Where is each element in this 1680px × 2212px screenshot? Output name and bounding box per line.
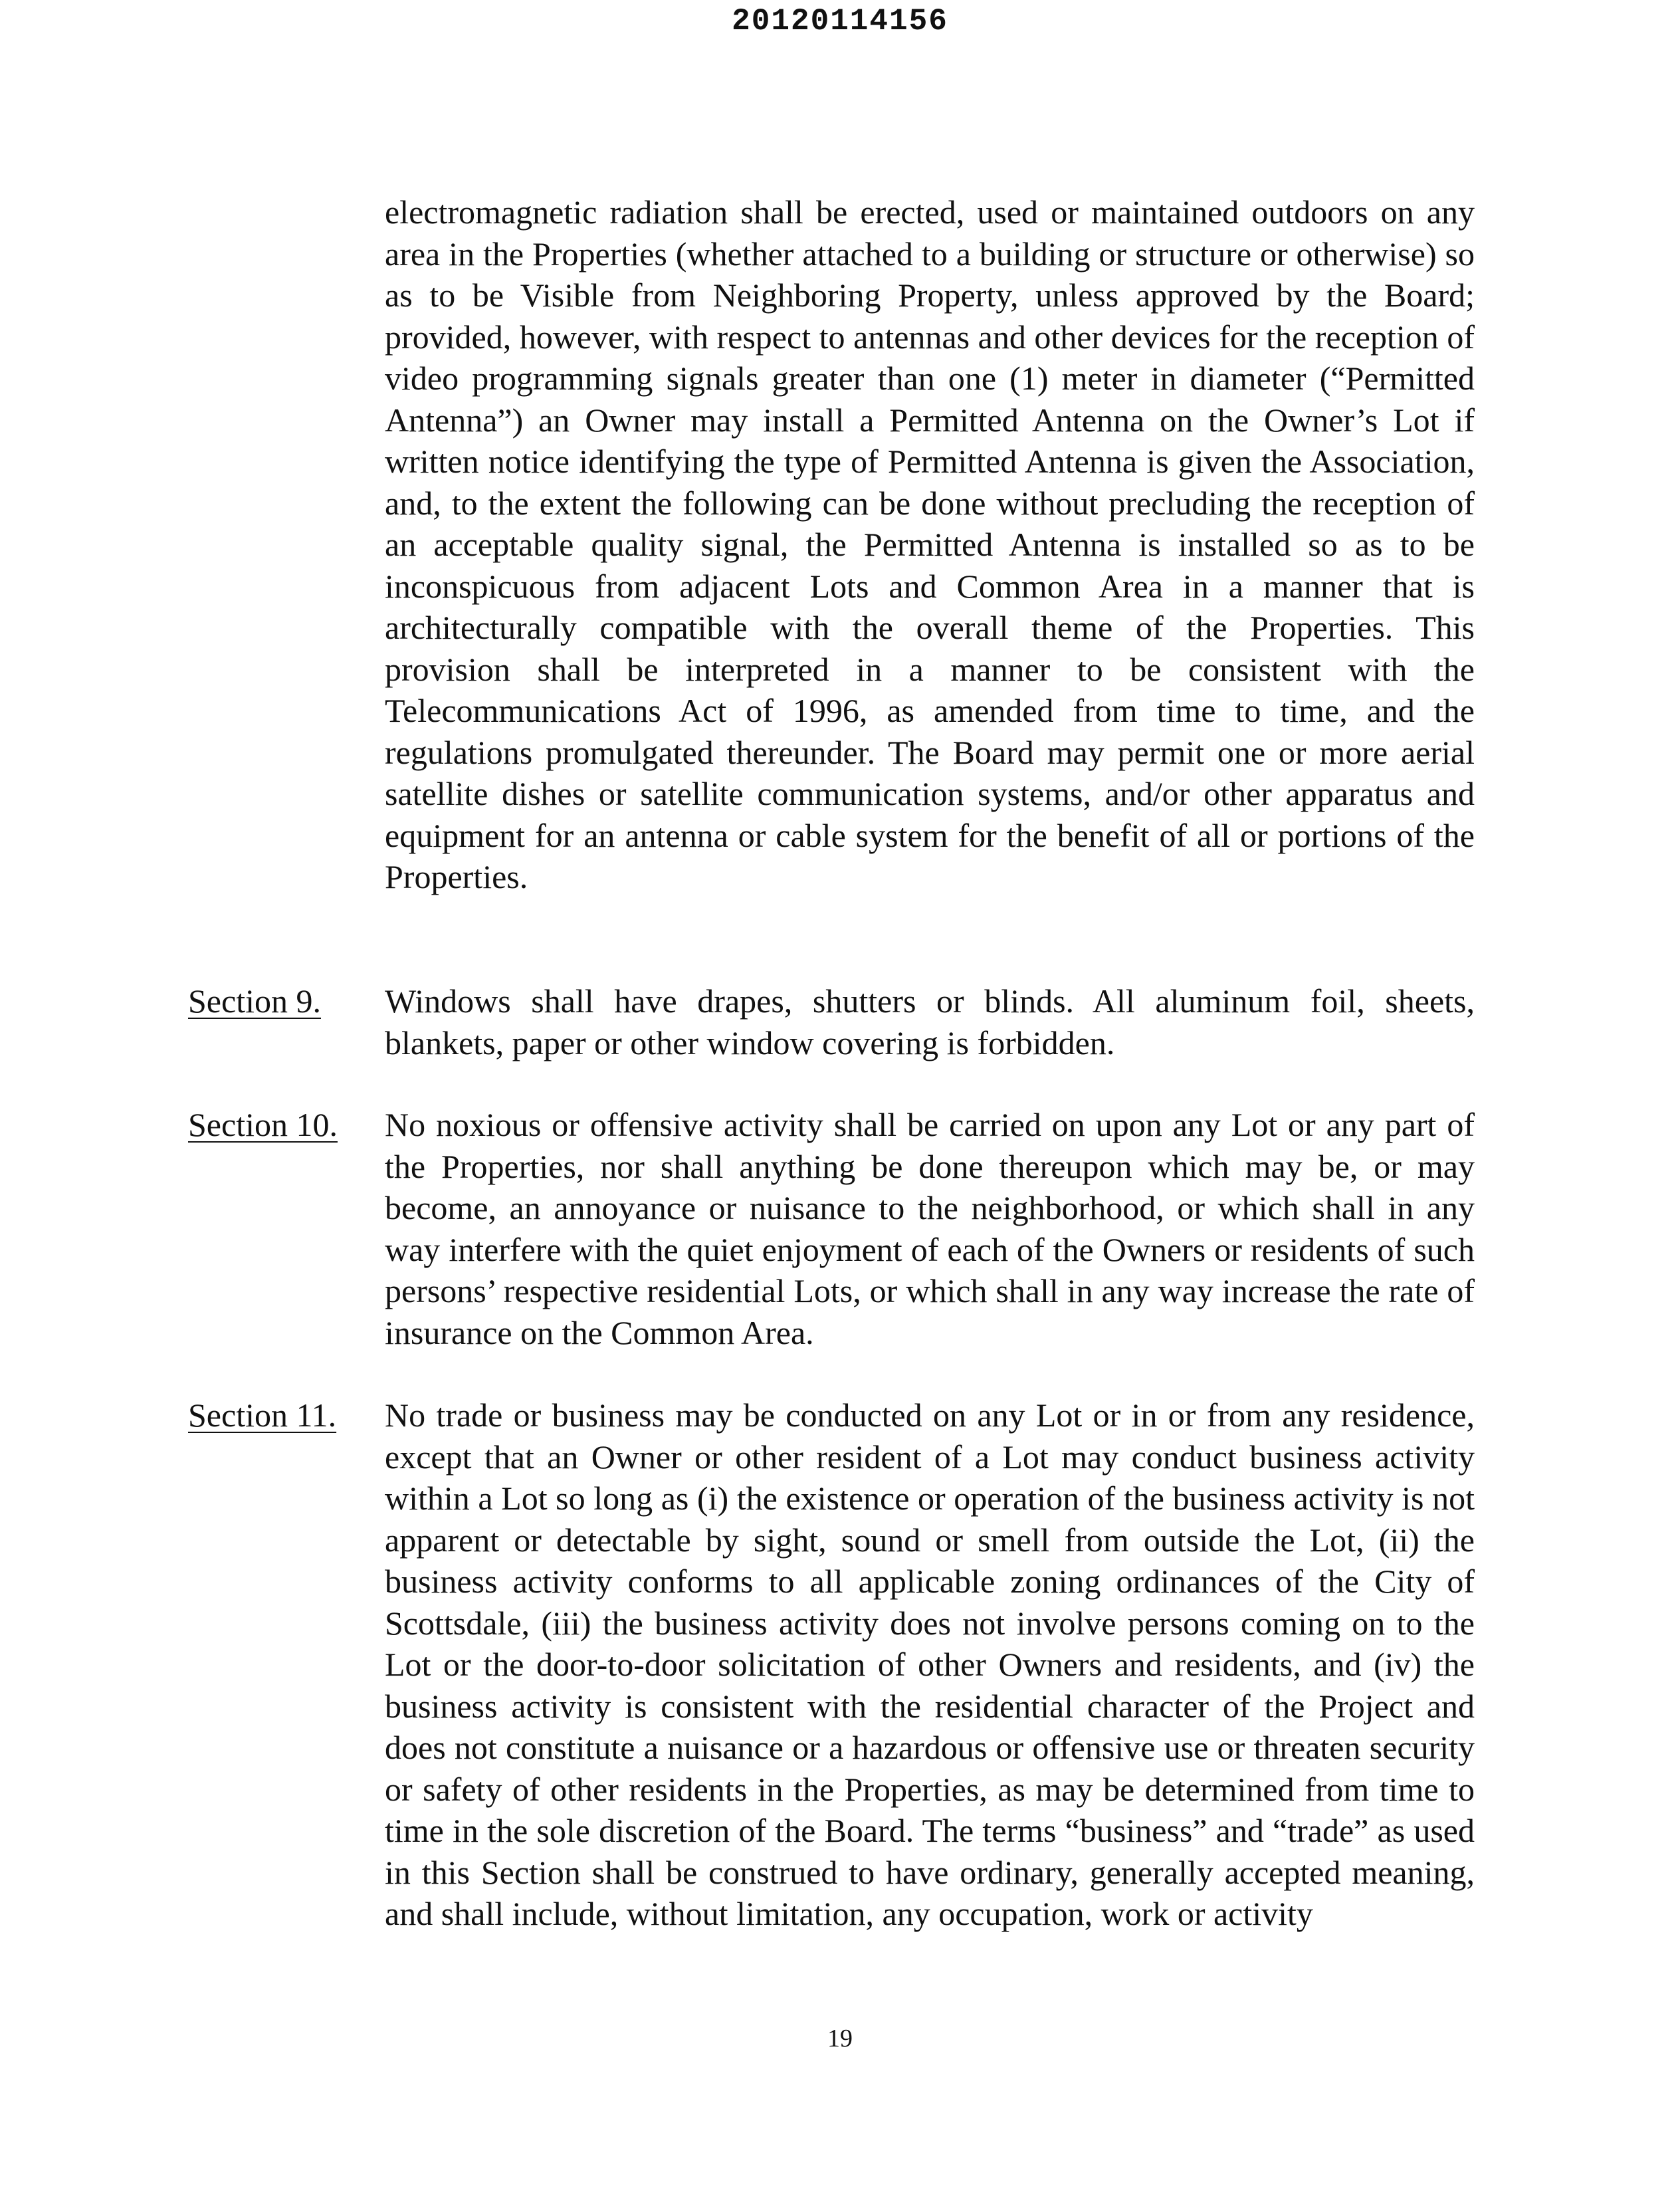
section-11-label: Section 11.	[188, 1396, 337, 1434]
section-10-text: No noxious or offensive activity shall be carried on upon any Lot or any part of the Properties, nor shall anything be done thereupon which may be, or may become, an annoyance or nuisance to the neighborhood, or which shall in any way interfere with the quiet enjoyment of each of the Owners or residents of such persons’ respective residential Lots, or which shall in any way increase the rate of insurance on the Common Area.	[385, 1106, 1475, 1351]
section-9-label: Section 9.	[188, 982, 321, 1020]
section-10-label: Section 10.	[188, 1106, 338, 1143]
section-11-text: No trade or business may be conducted on any Lot or in or from any residence, except that an Owner or other resident of a Lot may conduct business activity within a Lot so long as (i) the existence or operation of the business activity is not apparent or detectable by sight, sound or smell from outside the Lot, (ii) the business activity conforms to all applicable zoning ordinances of the City of Scottsdale, (iii) the business activity does not involve persons coming on to the Lot or the door-to-door solicitation of other Owners and residents, and (iv) the business activity is consistent with the residential character of the Project and does not constitute a nuisance or a hazardous or offensive use or threaten security or safety of other residents in the Properties, as may be determined from time to time in the sole discretion of the Board. The terms “business” and “trade” as used in this Section shall be construed to have ordinary, generally accepted meaning, and shall include, without limitation, any occupation, work or activity	[385, 1396, 1475, 1932]
intro-paragraph: electromagnetic radiation shall be erected, used or maintained outdoors on any area in the Properties (whether attached to a building or structure or otherwise) so as to be Visible from Neighboring Property, unless approved by the Board; provided, however, with respect to antennas and other devices for the reception of video programming signals greater than one (1) meter in diameter (“Permitted Antenna”) an Owner may install a Permitted Antenna on the Owner’s Lot if written notice identifying the type of Permitted Antenna is given the Association, and, to the extent the following can be done without precluding the reception of an acceptable quality signal, the Permitted Antenna is installed so as to be inconspicuous from adjacent Lots and Common Area in a manner that is architecturally compatible with the overall theme of the Properties. This provision shall be interpreted in a manner to be consistent with the Telecommunications Act of 1996, as amended from time to time, and the regulations promulgated thereunder. The Board may permit one or more aerial satellite dishes or satellite communication systems, and/or other apparatus and equipment for an antenna or cable system for the benefit of all or portions of the Properties.	[385, 193, 1475, 895]
page-number: 19	[827, 2025, 853, 2052]
section-9-text: Windows shall have drapes, shutters or blinds. All aluminum foil, sheets, blankets, paper or other window covering is forbidden.	[385, 982, 1475, 1061]
document-number: 20120114156	[732, 4, 948, 39]
